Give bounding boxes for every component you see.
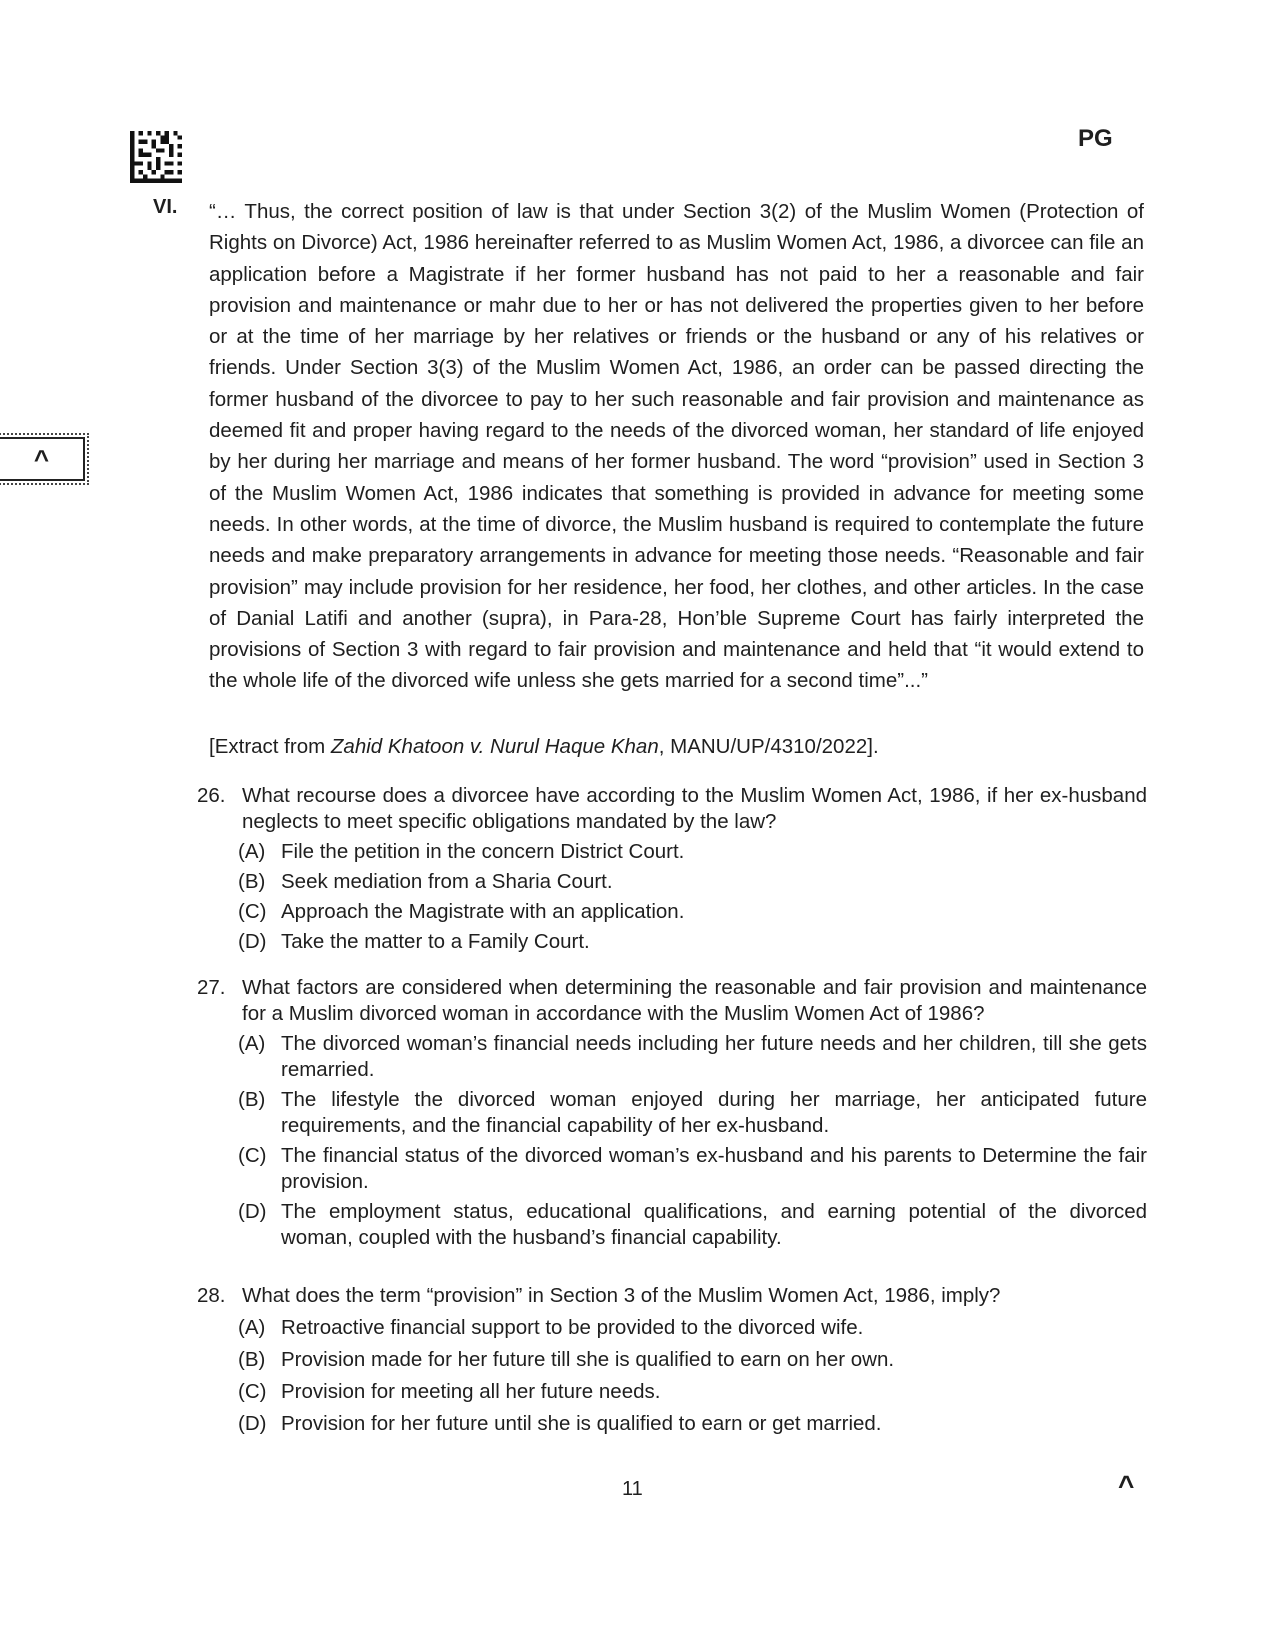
option-text: Take the matter to a Family Court. bbox=[281, 930, 590, 953]
passage-text: “… Thus, the correct position of law is that under Section 3(2) of the Muslim Women (Protection of Rights on Divorce) Act, 1986 hereinafter referred to as Muslim Women Act, 1986, a divorcee can file an application before a Magistrate if her former husband has not paid to her a reasonable and fair provision and maintenance or mahr due to her or has not delivered the properties given to her before or at the time of her marriage by her relatives or friends or the husband or any of his relatives or friends. Under Section 3(3) of the Muslim Women Act, 1986, an order can be passed directing the former husband of the divorcee to pay to her such reasonable and fair provision and maintenance as deemed fit and proper having regard to the needs of the divorced woman, her standard of life enjoyed by her during her marriage and means of her former husband. The word “provision” used in Section 3 of the Muslim Women Act, 1986 indicates that something is provided in advance for meeting some needs. In other words, at the time of divorce, the Muslim husband is required to contemplate the future needs and make preparatory arrangements in advance for meeting those needs. “Reasonable and fair provision” may include provision for her residence, her food, her clothes, and other articles. In the case of Danial Latifi and another (supra), in Para-28, Hon’ble Supreme Court has fairly interpreted the provisions of Section 3 with regard to fair provision and maintenance and held that “it would extend to the whole life of the divorced wife unless she gets married for a second time”...” bbox=[209, 200, 1144, 693]
option-label: (D) bbox=[238, 1412, 267, 1435]
option bbox=[238, 839, 1147, 865]
option-text: Retroactive financial support to be provided to the divorced wife. bbox=[281, 1316, 864, 1339]
passage-number: VI. bbox=[153, 196, 178, 218]
option-text: Approach the Magistrate with an application. bbox=[281, 900, 685, 923]
option-text: The employment status, educational qualifications, and earning potential of the divorced woman, coupled with the husband’s financial capability. bbox=[281, 1200, 1147, 1249]
question-text: What factors are considered when determining the reasonable and fair provision and maintenance for a Muslim divorced woman in accordance with the Muslim Women Act of 1986? bbox=[242, 976, 1147, 1025]
option-label: (C) bbox=[238, 1380, 267, 1403]
option-text: Provision for meeting all her future needs. bbox=[281, 1380, 661, 1403]
option-text: The financial status of the divorced woman’s ex-husband and his parents to Determine the fair provision. bbox=[281, 1144, 1147, 1193]
question-number: 28. bbox=[197, 1284, 226, 1307]
option-label: (D) bbox=[238, 1200, 267, 1223]
option bbox=[238, 1379, 1147, 1405]
option-label: (C) bbox=[238, 900, 267, 923]
passage-citation bbox=[209, 735, 879, 759]
option-text: Provision for her future until she is qualified to earn or get married. bbox=[281, 1412, 882, 1435]
question-number: 27. bbox=[197, 976, 226, 999]
page-number: 11 bbox=[622, 1478, 643, 1500]
question-number: 26. bbox=[197, 784, 226, 807]
option bbox=[238, 1411, 1147, 1437]
citation-suffix: , MANU/UP/4310/2022]. bbox=[658, 735, 879, 758]
option-text: Provision made for her future till she is qualified to earn on her own. bbox=[281, 1348, 895, 1371]
option-label: (B) bbox=[238, 870, 266, 893]
option-label: (B) bbox=[238, 1088, 266, 1111]
question-text: What does the term “provision” in Section 3 of the Muslim Women Act, 1986, imply? bbox=[242, 1284, 1001, 1307]
option bbox=[238, 1199, 1147, 1251]
option bbox=[238, 869, 1147, 895]
option bbox=[238, 1031, 1147, 1083]
question-text: What recourse does a divorcee have according to the Muslim Women Act, 1986, if her ex-husband neglects to meet specific obligations mandated by the law? bbox=[242, 784, 1147, 833]
caret-up-icon: ^ bbox=[1118, 1470, 1135, 1501]
option-label: (A) bbox=[238, 840, 266, 863]
option-label: (C) bbox=[238, 1144, 267, 1167]
option-label: (B) bbox=[238, 1348, 266, 1371]
option bbox=[238, 899, 1147, 925]
option-label: (A) bbox=[238, 1032, 266, 1055]
option-label: (D) bbox=[238, 930, 267, 953]
question-26 bbox=[197, 783, 1147, 955]
citation-case-name: Zahid Khatoon v. Nurul Haque Khan bbox=[330, 735, 659, 758]
question-28 bbox=[197, 1283, 1147, 1437]
citation-prefix: [Extract from bbox=[209, 735, 331, 758]
question-27 bbox=[197, 975, 1147, 1251]
option-label: (A) bbox=[238, 1316, 266, 1339]
option-text: The divorced woman’s financial needs including her future needs and her children, till she gets remarried. bbox=[281, 1032, 1147, 1081]
series-code: PG bbox=[1078, 125, 1113, 152]
barcode-icon bbox=[130, 131, 182, 183]
caret-up-icon: ^ bbox=[33, 443, 50, 474]
side-tab-marker bbox=[0, 437, 85, 481]
option bbox=[238, 1087, 1147, 1139]
option-text: File the petition in the concern District Court. bbox=[281, 840, 685, 863]
option bbox=[238, 1315, 1147, 1341]
option-text: The lifestyle the divorced woman enjoyed during her marriage, her anticipated future requirements, and the financial capability of her ex-husband. bbox=[281, 1088, 1147, 1137]
option bbox=[238, 1347, 1147, 1373]
option bbox=[238, 1143, 1147, 1195]
option-text: Seek mediation from a Sharia Court. bbox=[281, 870, 613, 893]
option bbox=[238, 929, 1147, 955]
